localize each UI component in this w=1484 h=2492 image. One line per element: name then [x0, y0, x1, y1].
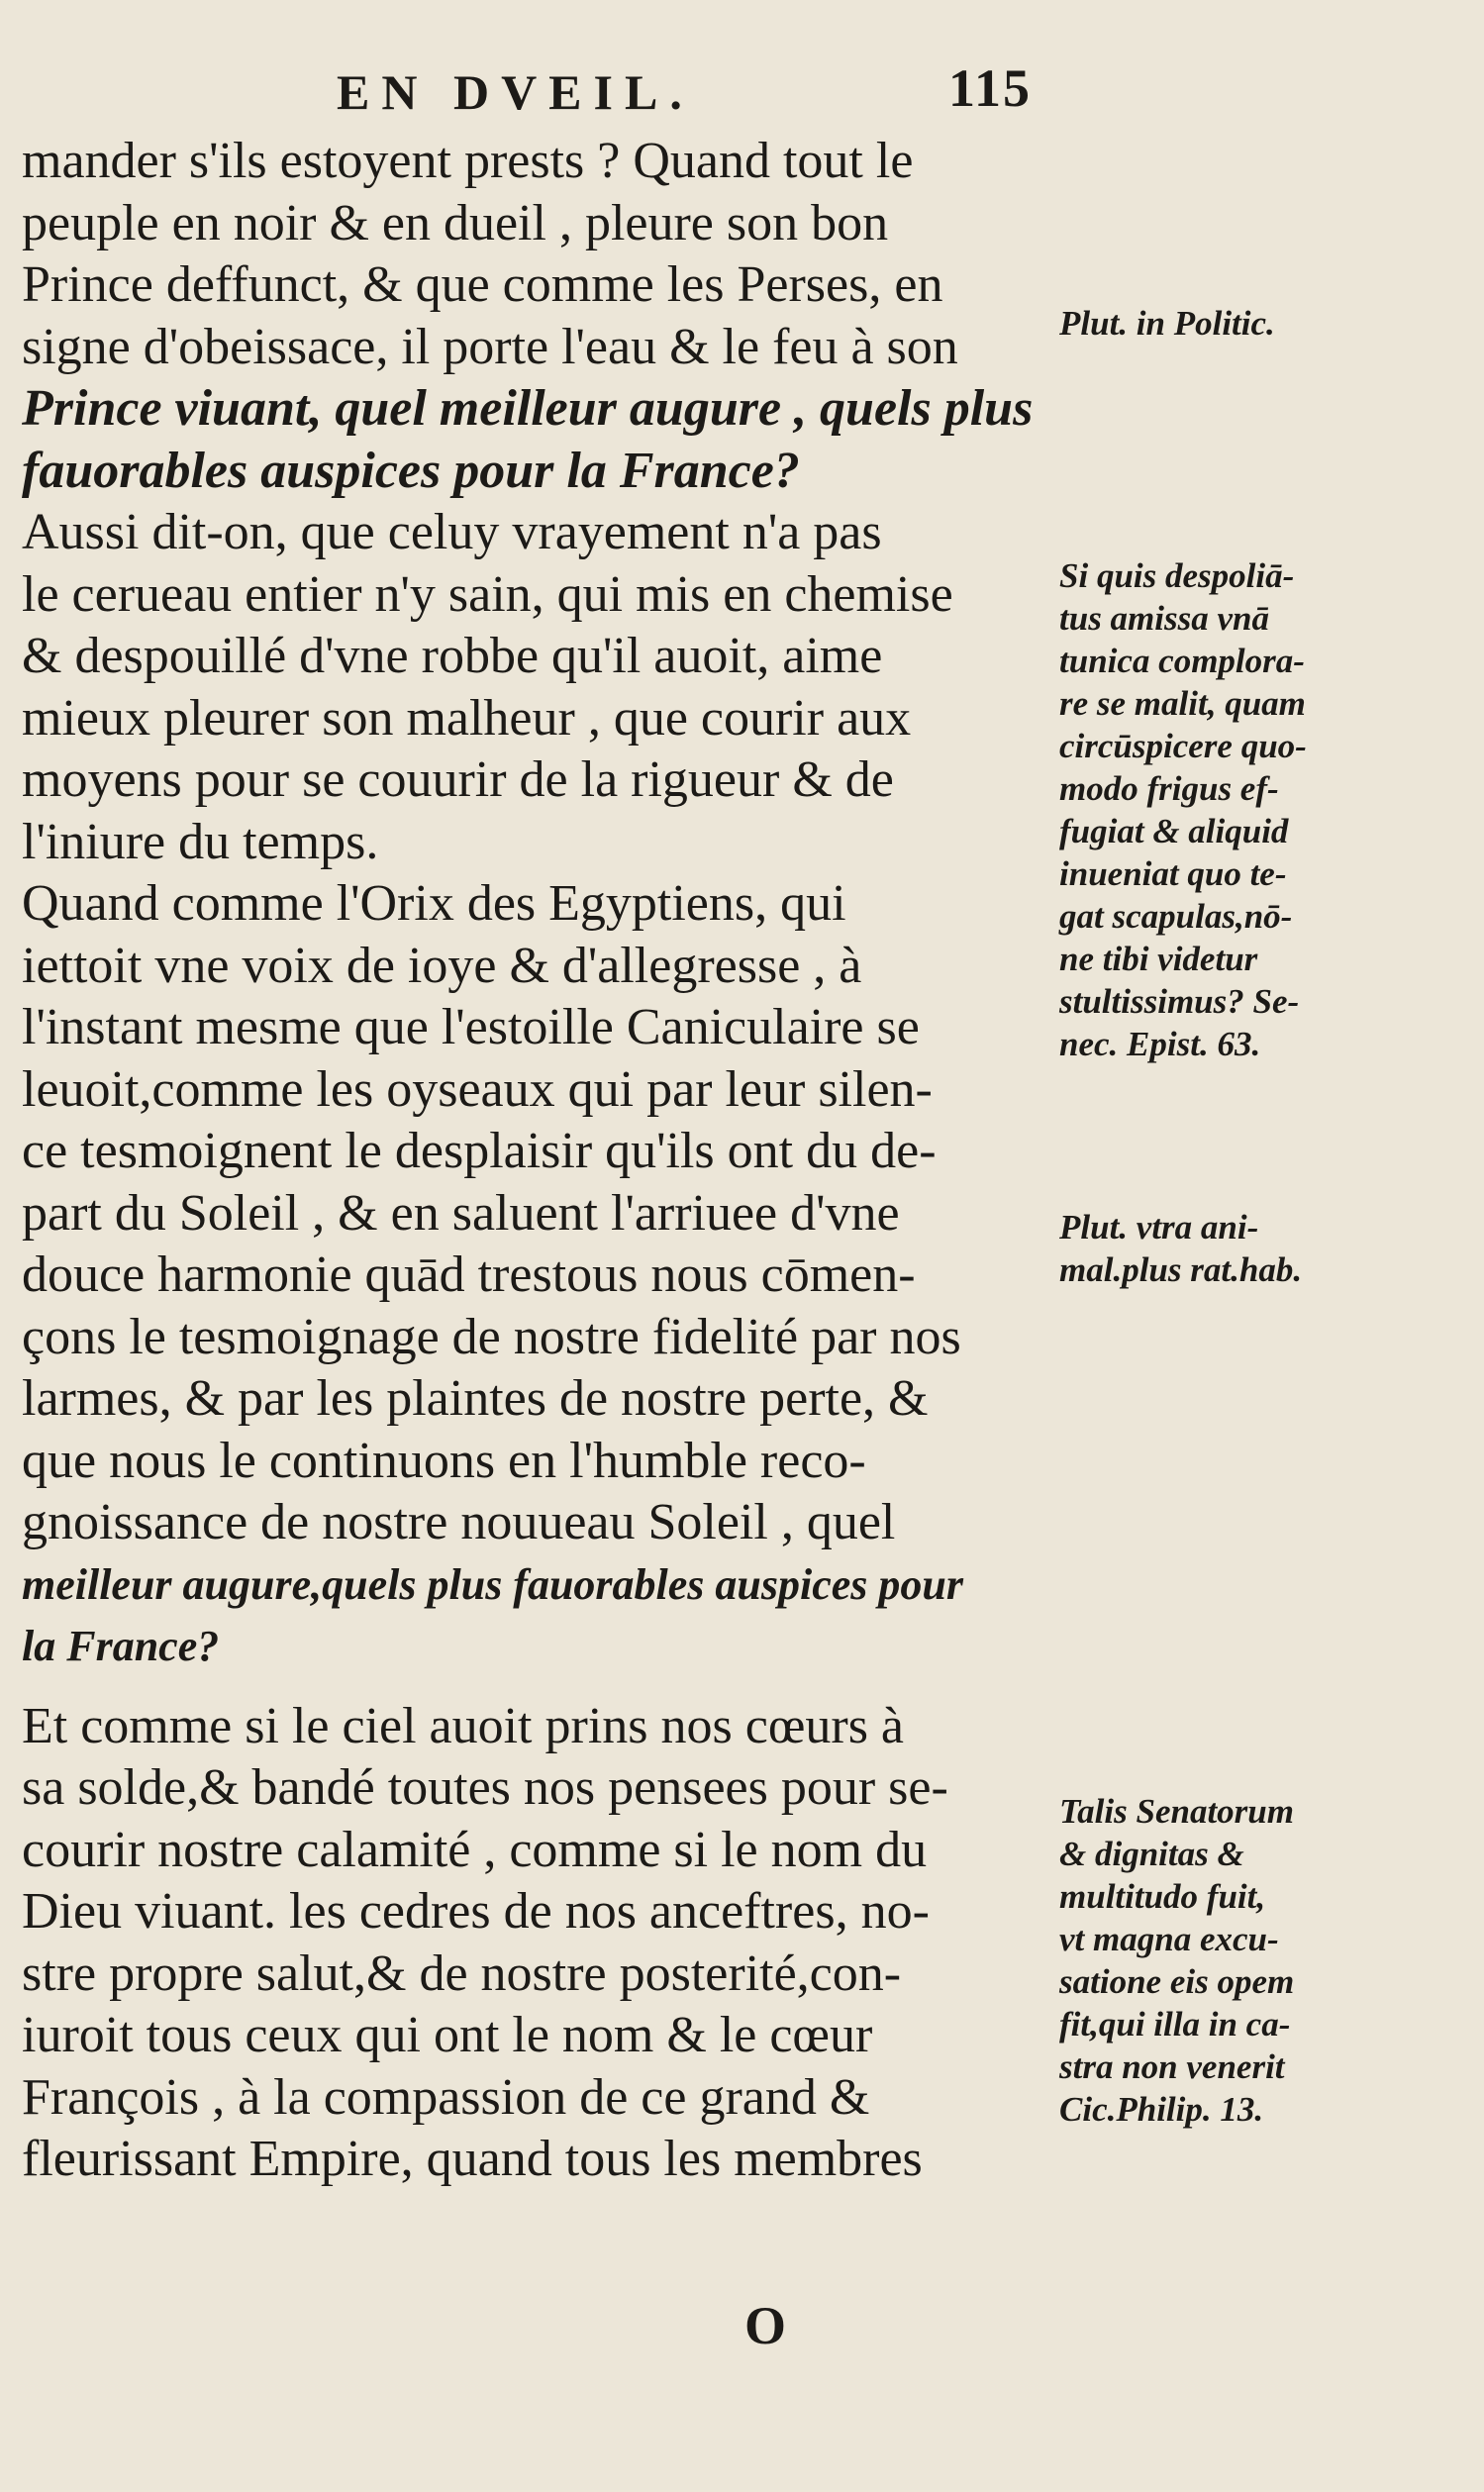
- text-line: stre propre salut,& de nostre posterité,con-: [22, 1944, 902, 2002]
- text-line: le cerueau entier n'y sain, qui mis en chemise: [22, 565, 953, 623]
- text-line: iuroit tous ceux qui ont le nom & le cœur: [22, 2007, 873, 2063]
- text-line: peuple en noir & en dueil , pleure son bon: [22, 194, 889, 251]
- marginal-note: [1059, 302, 1475, 345]
- marginal-note-line: Talis Senatorum: [1059, 1792, 1294, 1831]
- marginal-note: [1059, 1206, 1475, 1291]
- text-line: fleurissant Empire, quand tous les membres: [22, 2131, 923, 2187]
- text-line: douce harmonie quād trestous nous cōmen-: [22, 1246, 916, 1303]
- text-line: Prince viuant, quel meilleur augure , quels plus: [22, 380, 1034, 437]
- marginal-note-line: gat scapulas,nō-: [1059, 897, 1293, 936]
- text-line: gnoissance de nostre nouueau Soleil , quel: [22, 1494, 896, 1550]
- text-line: courir nostre calamité , comme si le nom du: [22, 1821, 928, 1878]
- marginal-note-line: nec. Epist. 63.: [1059, 1025, 1261, 1063]
- text-line: & despouillé d'vne robbe qu'il auoit, aime: [22, 628, 883, 684]
- paragraph-gap: [22, 1678, 1061, 1696]
- marginal-note-line: satione eis opem: [1059, 1962, 1295, 2001]
- marginal-note-line: tunica complora-: [1059, 642, 1305, 680]
- text-line: l'iniure du temps.: [22, 813, 379, 870]
- running-head: EN DVEIL.: [337, 64, 694, 120]
- text-line: çons le tesmoignage de nostre fidelité par nos: [22, 1308, 961, 1365]
- marginal-note-line: modo frigus ef-: [1059, 769, 1279, 808]
- marginal-note: [1059, 1790, 1475, 2131]
- catchword: O: [744, 2296, 787, 2355]
- marginal-note-line: stra non venerit: [1059, 2047, 1285, 2086]
- text-line: mieux pleurer son malheur , que courir aux: [22, 689, 912, 747]
- marginal-note-line: Cic.Philip. 13.: [1059, 2090, 1264, 2129]
- marginal-note-line: Plut. vtra ani-: [1059, 1208, 1259, 1246]
- marginal-note: [1059, 554, 1475, 1065]
- text-line: ce tesmoignent le desplaisir qu'ils ont du de-: [22, 1123, 937, 1179]
- page-number: 115: [948, 58, 1033, 118]
- text-line: François , à la compassion de ce grand &: [22, 2068, 870, 2126]
- text-line: moyens pour se couurir de la rigueur & de: [22, 751, 894, 808]
- text-line: que nous le continuons en l'humble reco-: [22, 1432, 866, 1489]
- text-line: mander s'ils estoyent prests ? Quand tout le: [22, 133, 914, 189]
- text-line: part du Soleil , & en saluent l'arriuee d'vne: [22, 1184, 900, 1242]
- marginal-note-line: Si quis despoliā-: [1059, 556, 1295, 595]
- text-line: sa solde,& bandé toutes nos pensees pour se-: [22, 1759, 948, 1816]
- text-line: la France?: [22, 1622, 220, 1670]
- text-line: Dieu viuant. les cedres de nos anceftres, no-: [22, 1883, 930, 1940]
- text-line: signe d'obeissace, il porte l'eau & le feu à son: [22, 318, 958, 375]
- marginal-note-line: multitudo fuit,: [1059, 1877, 1266, 1916]
- marginal-note-line: stultissimus? Se-: [1059, 982, 1300, 1021]
- marginal-note-line: vt magna excu-: [1059, 1920, 1279, 1958]
- marginal-note-line: re se malit, quam: [1059, 684, 1306, 723]
- text-line: larmes, & par les plaintes de nostre perte, &: [22, 1370, 929, 1427]
- text-line: l'instant mesme que l'estoille Caniculaire se: [22, 999, 920, 1055]
- text-line: fauorables auspices pour la France?: [22, 442, 800, 499]
- text-line: Et comme si le ciel auoit prins nos cœurs à: [22, 1697, 905, 1754]
- marginal-note-line: inueniat quo te-: [1059, 854, 1287, 893]
- text-line: Prince deffunct, & que comme les Perses, en: [22, 256, 943, 313]
- marginal-note-line: Plut. in Politic.: [1059, 304, 1275, 343]
- marginal-note-line: fit,qui illa in ca-: [1059, 2005, 1291, 2043]
- main-text-block: [22, 131, 1061, 2191]
- marginal-note-line: ne tibi videtur: [1059, 940, 1258, 978]
- text-line: meilleur augure,quels plus fauorables auspices pour: [22, 1559, 964, 1609]
- text-line: Quand comme l'Orix des Egyptiens, qui: [22, 875, 846, 932]
- marginal-note-line: & dignitas &: [1059, 1835, 1244, 1873]
- marginal-note-line: circūspicere quo-: [1059, 727, 1307, 765]
- text-line: leuoit,comme les oyseaux qui par leur silen-: [22, 1060, 933, 1118]
- marginal-note-line: fugiat & aliquid: [1059, 812, 1289, 850]
- page-header: [0, 57, 1484, 127]
- text-line: iettoit vne voix de ioye & d'allegresse , à: [22, 937, 862, 994]
- text-line: Aussi dit-on, que celuy vrayement n'a pas: [22, 504, 882, 560]
- marginal-note-line: tus amissa vnā: [1059, 599, 1269, 638]
- marginal-note-line: mal.plus rat.hab.: [1059, 1250, 1303, 1289]
